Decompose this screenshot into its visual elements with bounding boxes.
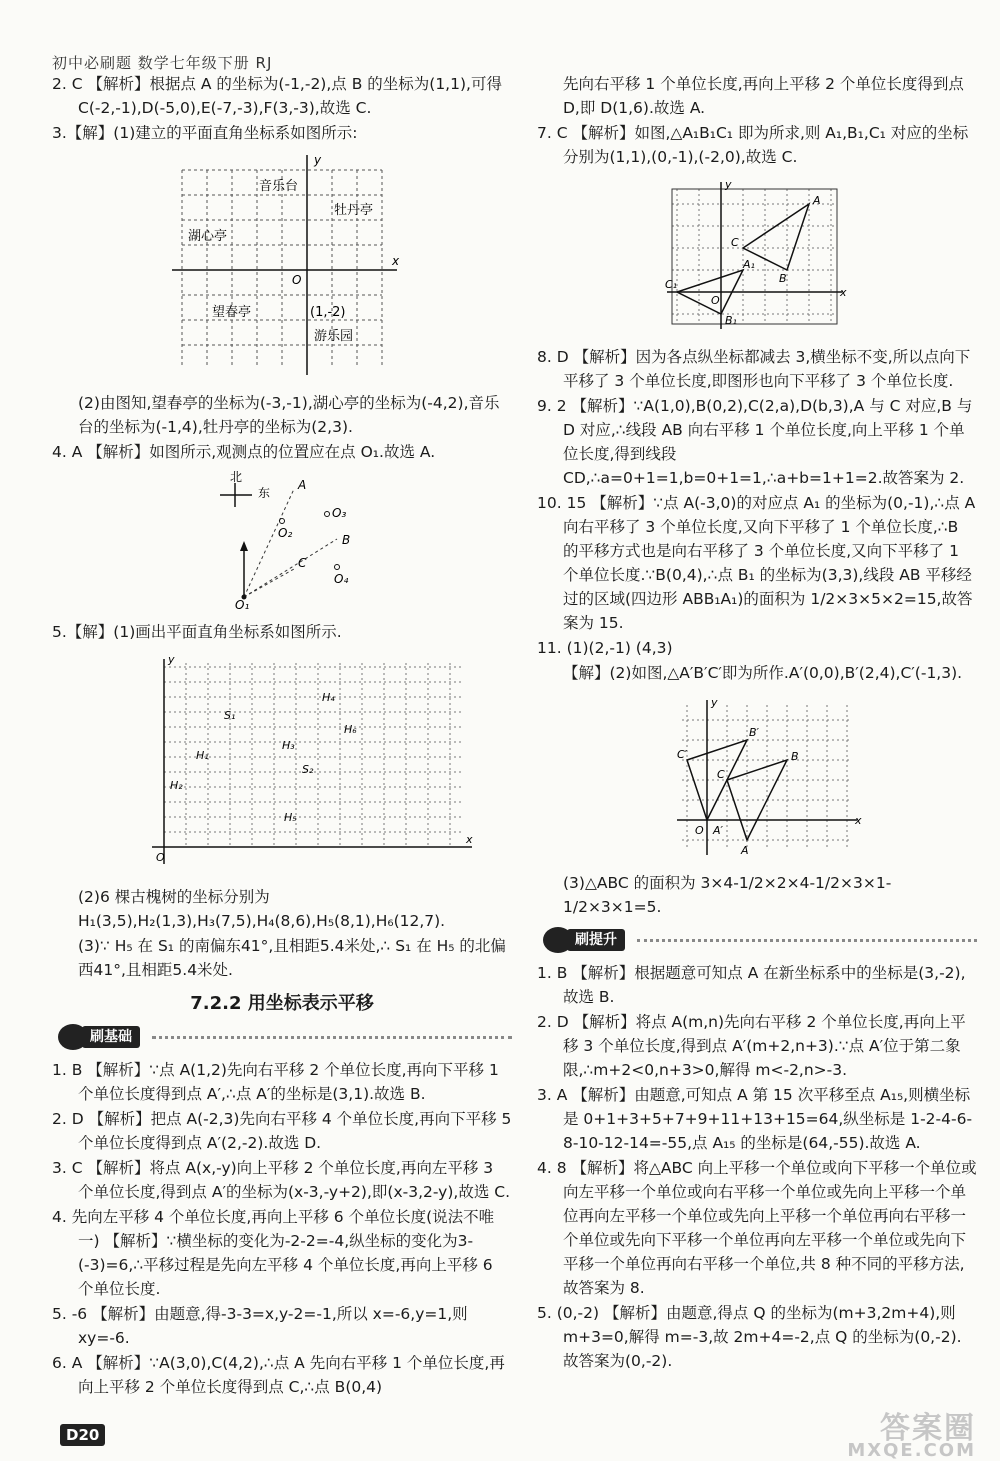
label-wangchun-pavilion: 望春亭: [212, 305, 252, 320]
origin-label: O: [711, 294, 720, 307]
page-header: 初中必刷题 数学七年级下册 RJ: [52, 54, 273, 72]
point-a-label: A: [298, 478, 307, 492]
label-lake-pavilion: 湖心亭: [188, 229, 228, 244]
figure-park-grid: [52, 150, 512, 380]
label-peony-pavilion: 牡丹亭: [334, 203, 374, 218]
figure-translation-7: [537, 174, 977, 334]
answer-5-part3: (3)∵ H₅ 在 S₁ 的南偏东41°,且相距5.4米处,∴ S₁ 在 H₅ 的北偏西41°,且相距5.4米处.: [78, 937, 506, 979]
axis-y-label: y: [725, 178, 732, 191]
label-s1: S₁: [224, 709, 236, 722]
label-b: B: [791, 750, 799, 763]
label-b1: B₁: [725, 314, 737, 327]
label-c: C: [717, 768, 725, 781]
banner-advanced: [537, 925, 977, 955]
basic-q1: 1. B 【解析】∵点 A(1,2)先向右平移 2 个单位长度,再向下平移 1 个单位长度得到点 A′,∴点 A′的坐标是(3,1).故选 B.: [52, 1061, 499, 1103]
label-s2: S₂: [302, 763, 314, 776]
basic-q3: 3. C 【解析】将点 A(x,-y)向上平移 2 个单位长度,再向左平移 3 个单位长度,得到点 A′的坐标为(x-3,-y+2),即(x-3,2-y),故选 C.: [52, 1159, 511, 1201]
label-amusement-park: 游乐园: [314, 329, 354, 344]
point-o1-label: O₁: [235, 598, 250, 609]
advanced-q1: 1. B 【解析】根据题意可知点 A 在新坐标系中的坐标是(3,-2),故选 B.: [537, 964, 966, 1006]
basic-q11-part3: (3)△ABC 的面积为 3×4-1/2×2×4-1/2×3×1-1/2×3×1=5.: [563, 874, 892, 916]
axis-x-label: x: [840, 286, 847, 299]
basic-q11-part2: 【解】(2)如图,△A′B′C′即为所作.A′(0,0),B′(2,4),C′(-1,3).: [563, 664, 963, 682]
label-h2: H₂: [170, 779, 183, 792]
basic-q6-cont: 先向右平移 1 个单位长度,再向上平移 2 个单位长度得到点 D,即 D(1,6).故选 A.: [563, 75, 964, 117]
east-label: 东: [258, 486, 271, 500]
answer-2: 2. C 【解析】根据点 A 的坐标为(-1,-2),点 B 的坐标为(1,1),可得 C(-2,-1),D(-5,0),E(-7,-3),F(3,-3),故选 C.: [52, 75, 502, 117]
label-a: A: [813, 194, 821, 207]
axis-x-label: x: [466, 833, 473, 846]
banner-advanced-label: 刷提升: [567, 929, 625, 951]
banner-basic: [52, 1022, 512, 1052]
banner-divider: [637, 939, 977, 942]
label-h1: H₁: [196, 749, 209, 762]
label-a: A: [741, 844, 749, 857]
answer-3: 3.【解】(1)建立的平面直角坐标系如图所示:: [52, 124, 358, 142]
figure-translation-11: [537, 690, 977, 860]
basic-q7: 7. C 【解析】如图,△A₁B₁C₁ 即为所求,则 A₁,B₁,C₁ 对应的坐标分别为(1,1),(0,-1),(-2,0),故选 C.: [537, 124, 969, 166]
label-music-stage: 音乐台: [259, 179, 299, 194]
basic-q11-part1: 11. (1)(2,-1) (4,3): [537, 639, 673, 657]
label-h4: H₄: [322, 691, 335, 704]
axis-y-label: y: [711, 696, 718, 709]
label-h6: H₆: [344, 723, 357, 736]
advanced-q5: 5. (0,-2) 【解析】由题意,得点 Q 的坐标为(m+3,2m+4),则 m+3=0,解得 m=-3,故 2m+4=-2,点 Q 的坐标为(0,-2).故答案为(0,-2).: [537, 1304, 962, 1370]
figure-observation: [52, 469, 512, 609]
figure-trees-grid: [52, 649, 512, 874]
answer-3-part2: (2)由图知,望春亭的坐标为(-3,-1),湖心亭的坐标为(-4,2),音乐台的坐标为(-1,4),牡丹亭的坐标为(2,3).: [78, 394, 500, 436]
basic-q4: 4. 先向左平移 4 个单位长度,再向上平移 6 个单位长度(说法不唯一) 【解析】∵横坐标的变化为-2-2=-4,纵坐标的变化为3-(-3)=6,∴平移过程是先向左平移 4 个单位长度,再向上平移 6 个单位长度.: [52, 1208, 495, 1298]
page-number: D20: [60, 1424, 105, 1446]
section-title: 7.2.2 用坐标表示平移: [190, 993, 374, 1014]
axis-y-label: y: [314, 153, 322, 167]
answer-5-part2: (2)6 棵古槐树的坐标分别为 H₁(3,5),H₂(1,3),H₃(7,5),H₄(8,6),H₅(8,1),H₆(12,7).: [78, 888, 446, 930]
label-h3: H₃: [282, 739, 295, 752]
origin-label: O: [156, 851, 165, 864]
label-c-prime: C′: [677, 748, 688, 761]
point-o3-label: O₃: [332, 506, 347, 520]
north-label: 北: [230, 470, 243, 484]
basic-q5: 5. -6 【解析】由题意,得-3-3=x,y-2=-1,所以 x=-6,y=1,则 xy=-6.: [52, 1305, 468, 1347]
axis-y-label: y: [168, 653, 175, 666]
origin-label: O: [292, 273, 302, 287]
basic-q8: 8. D 【解析】因为各点纵坐标都减去 3,横坐标不变,所以点向下平移了 3 个单位长度,即图形也向下平移了 3 个单位长度.: [537, 348, 971, 390]
left-column: [52, 72, 512, 1400]
basic-q2: 2. D 【解析】把点 A(-2,3)先向右平移 4 个单位长度,再向下平移 5 个单位长度得到点 A′(2,-2).故选 D.: [52, 1110, 512, 1152]
advanced-q3: 3. A 【解析】由题意,可知点 A 第 15 次平移至点 A₁₅,则横坐标是 0+1+3+5+7+9+11+13+15=64,纵坐标是 1-2-4-6-8-10-12-14=-55,点 A₁₅ 的坐标是(64,-55).故选 A.: [537, 1086, 973, 1152]
point-o2-label: O₂: [278, 526, 293, 540]
advanced-q4: 4. 8 【解析】将△ABC 向上平移一个单位或向下平移一个单位或向左平移一个单位或向右平移一个单位或先向上平移一个单位再向左平移一个单位或先向上平移一个单位再向右平移一个单位或先向下平移一个单位再向左平移一个单位或先向下平移一个单位再向右平移一个单位,共 8 种不同的平移方法,故答案为 8.: [537, 1159, 977, 1297]
point-b-label: B: [342, 533, 351, 547]
point-c-label: C: [298, 556, 307, 570]
label-c1: C₁: [665, 278, 678, 291]
axis-x-label: x: [855, 814, 862, 827]
label-coordinate: (1,-2): [310, 305, 346, 320]
origin-label: O: [695, 824, 704, 837]
label-a-prime: A′: [713, 824, 724, 837]
basic-q9: 9. 2 【解析】∵A(1,0),B(0,2),C(2,a),D(b,3),A 与 C 对应,B 与 D 对应,∴线段 AB 向右平移 1 个单位长度,向上平移 1 个单位长度,得到线段 CD,∴a=0+1=1,b=0+1=1,∴a+b=1+1=2.故答案为 2.: [537, 397, 973, 487]
advanced-q2: 2. D 【解析】将点 A(m,n)先向右平移 2 个单位长度,再向上平移 3 个单位长度,得到点 A′(m+2,n+3).∵点 A′位于第二象限,∴m+2<0,n+3>0,解得 m<-2,n>-3.: [537, 1013, 966, 1079]
axis-x-label: x: [392, 254, 400, 268]
label-a1: A₁: [743, 258, 755, 271]
label-c: C: [731, 236, 739, 249]
point-o4-label: O₄: [334, 572, 349, 586]
banner-divider: [152, 1036, 512, 1039]
answer-4: 4. A 【解析】如图所示,观测点的位置应在点 O₁.故选 A.: [52, 443, 436, 461]
watermark: 答案圈: [880, 1411, 976, 1446]
label-b-prime: B′: [749, 726, 760, 739]
banner-basic-label: 刷基础: [82, 1026, 140, 1048]
label-h5: H₅: [284, 811, 297, 824]
watermark-url: MXQE.COM: [847, 1440, 976, 1461]
right-column: [537, 72, 977, 1374]
answer-5: 5.【解】(1)画出平面直角坐标系如图所示.: [52, 623, 342, 641]
basic-q6: 6. A 【解析】∵A(3,0),C(4,2),∴点 A 先向右平移 1 个单位长度,再向上平移 2 个单位长度得到点 C,∴点 B(0,4): [52, 1354, 505, 1396]
basic-q10: 10. 15 【解析】∵点 A(-3,0)的对应点 A₁ 的坐标为(0,-1),∴点 A 向右平移了 3 个单位长度,又向下平移了 1 个单位长度,∴B 的平移方式也是向右平移了 3 个单位长度,又向下平移了 1 个单位长度.∵B(0,4),∴点 B₁ 的坐标为(3,3),线段 AB 平移经过的区域(四边形 ABB₁A₁)的面积为 1/2×3×5×2=15,故答案为 15.: [537, 494, 976, 632]
label-b: B: [779, 272, 787, 285]
